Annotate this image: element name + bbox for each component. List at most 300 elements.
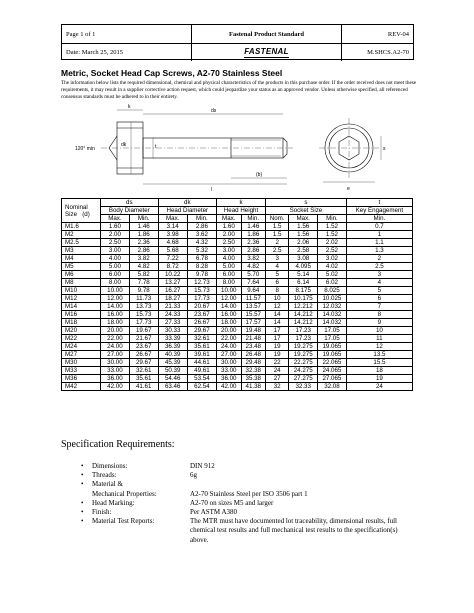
table-cell: 62.54 [187,383,216,391]
table-cell: 19 [266,351,289,359]
table-cell: 10 [346,327,412,335]
label-ds: ds [211,108,217,114]
table-cell: 12.00 [217,295,242,303]
intro-paragraph: The information below lists the required dimensional, chemical and physical characteristics of the products in this purchase order. If the order received does not meet these requirements, it may result in a supplier corrective action request, which could jeopardize your status as an approved vendor. Unless otherwise specified, all referenced consensus standards must be adhered to in their entirety. [61,80,417,100]
table-cell: 2.86 [241,247,266,255]
table-cell: 2.06 [289,239,318,247]
table-cell: 4.82 [129,263,158,271]
table-row [62,351,413,359]
table-cell: 1.52 [318,231,347,239]
table-cell: 1.5 [266,231,289,239]
table-cell: 42.00 [101,383,130,391]
table-cell: 3.00 [101,247,130,255]
nominal-size-cell: M5 [62,263,101,271]
table-cell: 21.67 [129,335,158,343]
table-cell: 15.57 [241,311,266,319]
table-cell: 7.22 [158,255,187,263]
nominal-size-cell: M14 [62,303,101,311]
table-cell: 2.50 [101,239,130,247]
sub-header: Min. [318,215,347,223]
nominal-size-cell: M1.6 [62,223,101,231]
label-l: l [211,187,213,193]
table-cell: 41.38 [241,383,266,391]
table-row [62,263,413,271]
table-cell: 27.00 [217,351,242,359]
table-cell: 1.56 [289,223,318,231]
table-cell: 1.60 [101,223,130,231]
table-cell: 12 [346,343,412,351]
table-cell: 41.61 [129,383,158,391]
table-cell: 5.00 [217,263,242,271]
table-cell: 6.02 [318,279,347,287]
bullet-icon: • [81,462,84,470]
table-cell: 19.275 [289,343,318,351]
table-cell: 5 [346,287,412,295]
table-row [62,343,413,351]
symbol-row [62,199,413,207]
group-socket-size: Socket Size [266,207,347,215]
table-cell: 14.212 [289,319,318,327]
table-cell: 1 [346,231,412,239]
table-cell: 44.61 [187,359,216,367]
table-cell: 4.00 [217,255,242,263]
nominal-size-cell: M27 [62,351,101,359]
table-cell: 3 [346,271,412,279]
table-cell: 9.78 [187,271,216,279]
dimension-table [61,198,413,391]
table-cell: 22.00 [101,335,130,343]
label-dk: dk [121,142,127,148]
table-cell: 18.00 [217,319,242,327]
table-cell: 1.52 [318,223,347,231]
table-cell: 5 [266,271,289,279]
group-head-diameter: Head Diameter [158,207,216,215]
table-row [62,247,413,255]
table-cell: 24.33 [158,311,187,319]
fastenal-logo [192,44,342,61]
header-row-top [62,25,413,43]
table-cell: 1.86 [129,231,158,239]
table-cell: 4.82 [241,263,266,271]
table-cell: 2.36 [129,239,158,247]
requirement-item [81,471,410,480]
table-cell: 17.57 [241,319,266,327]
table-cell: 27.065 [318,375,347,383]
table-cell: 8.175 [289,287,318,295]
requirement-item [81,499,410,508]
nominal-size-cell: M33 [62,367,101,375]
table-cell: 2 [346,255,412,263]
table-cell: 6.14 [289,279,318,287]
nominal-size-cell: M10 [62,287,101,295]
sym-k: k [217,199,266,207]
nominal-size-cell: M22 [62,335,101,343]
requirement-item [81,480,410,489]
sub-header: Min. [241,215,266,223]
table-cell: 17.73 [129,319,158,327]
table-cell: 10.175 [289,295,318,303]
table-cell: 11 [346,335,412,343]
table-cell: 14.032 [318,319,347,327]
table-cell: 2.52 [318,247,347,255]
table-cell: 35.38 [241,375,266,383]
table-cell: 14.00 [217,303,242,311]
table-row [62,295,413,303]
table-cell: 26.48 [241,351,266,359]
nominal-size-cell: M16 [62,311,101,319]
nominal-size-cell: M2.5 [62,239,101,247]
table-cell: 2.5 [346,263,412,271]
nominal-size-cell: M18 [62,319,101,327]
table-row [62,311,413,319]
table-row [62,239,413,247]
sub-header: Min. [129,215,158,223]
table-cell: 13.27 [158,279,187,287]
table-cell: 42.00 [217,383,242,391]
table-cell: 12 [266,303,289,311]
table-cell: 32.08 [318,383,347,391]
table-cell: 2.02 [318,239,347,247]
table-cell: 29.67 [187,327,216,335]
table-cell: 23.48 [241,343,266,351]
standard-title: Fastenal Product Standard [192,25,342,43]
table-row [62,255,413,263]
label-e: e [347,186,350,192]
table-cell: 14.00 [101,303,130,311]
table-cell: 8.00 [101,279,130,287]
label-b: (b) [256,172,263,178]
sub-header: Max. [158,215,187,223]
table-cell: 9.64 [241,287,266,295]
table-cell: 13.5 [346,351,412,359]
nominal-size-cell: M6 [62,271,101,279]
table-cell: 14 [266,319,289,327]
table-cell: 32.38 [241,367,266,375]
table-cell: 19.065 [318,351,347,359]
table-cell: 18.27 [158,295,187,303]
table-cell: 45.39 [158,359,187,367]
table-row [62,223,413,231]
table-cell: 6.00 [101,271,130,279]
table-cell: 27.275 [289,375,318,383]
table-cell: 32.61 [129,367,158,375]
bullet-icon: • [81,517,84,526]
requirement-value: The MTR must have documented lot traceability, dimensional results, full chemical test results and full mechanical test results to the specification(s) above. [190,517,398,544]
table-cell: 17.73 [187,295,216,303]
group-key-engagement: Key Engagement [346,207,412,215]
table-cell: 16.00 [101,311,130,319]
table-cell: 53.54 [187,375,216,383]
requirement-item [81,490,410,499]
table-cell: 2.36 [241,239,266,247]
table-row [62,231,413,239]
table-cell: 8.00 [217,279,242,287]
table-cell: 17.23 [289,327,318,335]
table-cell: 12.00 [101,295,130,303]
label-angle: 120° min [75,146,95,152]
requirement-value [190,480,410,489]
document-id: M.SHCS.A2-70 [367,49,409,56]
bullet-icon: • [81,471,84,480]
table-cell: 15.5 [346,359,412,367]
table-cell: 36.00 [101,375,130,383]
table-cell: 18.00 [101,319,130,327]
table-cell: 3.62 [187,231,216,239]
table-cell: 23.67 [129,343,158,351]
table-cell: 1.86 [241,231,266,239]
table-cell: 54.46 [158,375,187,383]
table-cell: 50.39 [158,367,187,375]
table-cell: 24.275 [289,367,318,375]
table-cell: 1.46 [129,223,158,231]
table-cell: 8 [346,311,412,319]
document-date: Date: March 25, 2015 [62,44,192,61]
table-cell: 17 [266,327,289,335]
table-cell: 7 [346,303,412,311]
bullet-icon [81,490,92,499]
requirement-item [81,462,410,471]
nominal-size-cell: M42 [62,383,101,391]
table-cell: 17 [266,335,289,343]
sym-dk: dk [158,199,216,207]
requirement-item [81,517,410,545]
sym-ds: ds [101,199,159,207]
table-cell: 24.065 [318,367,347,375]
table-cell: 10 [266,295,289,303]
table-cell: 1.5 [266,223,289,231]
table-cell: 4 [346,279,412,287]
requirement-value: Per ASTM A380 [190,508,238,517]
table-cell: 8 [266,287,289,295]
table-cell: 5.32 [187,247,216,255]
table-row [62,279,413,287]
table-cell: 10.00 [101,287,130,295]
table-cell: 10.22 [158,271,187,279]
table-cell: 49.61 [187,367,216,375]
table-cell: 6.00 [217,271,242,279]
table-cell: 10.00 [217,287,242,295]
table-cell: 39.61 [187,351,216,359]
table-cell: 7.78 [129,279,158,287]
requirement-value: A2-70 Stainless Steel per ISO 3506 part 1 [190,489,308,498]
table-cell: 33.39 [158,335,187,343]
table-cell: 3.02 [318,255,347,263]
table-cell: 8.72 [158,263,187,271]
table-cell: 33.00 [217,367,242,375]
requirement-label: Mechanical Properties: [92,489,157,498]
nominal-size-cell: M4 [62,255,101,263]
table-cell: 6 [266,279,289,287]
nominal-size-header: Nominal Size (d) [62,199,101,223]
table-cell: 2.58 [289,247,318,255]
requirement-label: Dimensions: [92,462,128,470]
table-cell: 3.98 [158,231,187,239]
nominal-size-cell: M3 [62,247,101,255]
revision: REV-04 [387,30,409,38]
table-cell: 2.86 [187,223,216,231]
sub-header: Max. [289,215,318,223]
table-cell: 19.275 [289,351,318,359]
table-cell: 35.61 [129,375,158,383]
table-cell: 7.64 [241,279,266,287]
table-cell: 22.00 [217,335,242,343]
requirement-value: 6g [190,471,197,480]
table-cell: 5.82 [129,271,158,279]
logo-text: FASTENAL [244,47,289,56]
table-cell: 14.032 [318,311,347,319]
label-t: t [155,144,157,150]
table-cell: 30.33 [158,327,187,335]
table-cell: 3.82 [241,255,266,263]
table-cell: 30.00 [217,359,242,367]
table-cell: 24 [346,383,412,391]
sub-header: Nom. [266,215,289,223]
table-row [62,319,413,327]
table-cell: 19.67 [129,327,158,335]
requirement-label: Head Marking: [92,498,135,507]
table-cell: 40.39 [158,351,187,359]
requirements-list [81,462,410,545]
table-cell: 8.28 [187,263,216,271]
requirement-label: Threads: [92,471,117,480]
table-cell: 9.78 [129,287,158,295]
table-cell: 4.32 [187,239,216,247]
table-cell: 4.095 [289,263,318,271]
table-cell: 12.212 [289,303,318,311]
table-cell: 6 [346,295,412,303]
table-cell: 23.67 [187,311,216,319]
table-cell: 0.7 [346,223,412,231]
table-cell: 27 [266,375,289,383]
nominal-size-cell: M12 [62,295,101,303]
sym-s: s [266,199,347,207]
table-cell: 11.73 [129,295,158,303]
requirement-value: A2-70 on sizes M5 and larger [190,498,274,507]
label-s: s [383,146,386,152]
table-cell: 8.025 [318,287,347,295]
table-cell: 20.67 [187,303,216,311]
requirement-item [81,508,410,517]
table-cell: 17.05 [318,327,347,335]
table-cell: 12.73 [187,279,216,287]
table-cell: 18 [346,367,412,375]
page-number: Page 1 of 1 [62,25,192,43]
table-cell: 21.33 [158,303,187,311]
table-cell: 19 [266,343,289,351]
table-cell: 26.67 [187,319,216,327]
table-cell: 27.33 [158,319,187,327]
table-cell: 20.00 [217,327,242,335]
table-cell: 1.3 [346,247,412,255]
table-cell: 36.00 [217,375,242,383]
nominal-size-cell: M36 [62,375,101,383]
table-cell: 13.73 [129,303,158,311]
table-cell: 3.08 [289,255,318,263]
table-cell: 35.61 [187,343,216,351]
nominal-size-cell: M2 [62,231,101,239]
table-cell: 15.73 [129,311,158,319]
table-cell: 10.025 [318,295,347,303]
table-cell: 4 [266,263,289,271]
table-row [62,303,413,311]
table-row [62,335,413,343]
table-cell: 4.00 [101,255,130,263]
table-cell: 22.065 [318,359,347,367]
requirement-label: Material Test Reports: [92,517,155,526]
sub-header: Min. [346,215,412,223]
table-cell: 15.73 [187,287,216,295]
table-cell: 3.14 [158,223,187,231]
table-cell: 32 [266,383,289,391]
table-row [62,271,413,279]
requirement-label: Finish: [92,508,112,517]
table-cell: 32.61 [187,335,216,343]
header-row-bottom [62,43,413,61]
table-cell: 9 [346,319,412,327]
bullet-icon: • [81,480,84,489]
table-cell: 5.00 [101,263,130,271]
table-cell: 5.02 [318,271,347,279]
header-box [61,24,414,60]
sub-header-row [62,215,413,223]
spec-requirements-title: Specification Requirements: [61,439,175,450]
table-cell: 24.00 [217,343,242,351]
table-cell: 36.39 [158,343,187,351]
table-cell: 11.57 [241,295,266,303]
table-cell: 5.70 [241,271,266,279]
nominal-size-cell: M8 [62,279,101,287]
table-cell: 1.46 [241,223,266,231]
table-row [62,327,413,335]
sym-t: t [346,199,412,207]
table-cell: 16.00 [217,311,242,319]
table-cell: 27.00 [101,351,130,359]
requirement-value: DIN 912 [190,462,215,470]
nominal-size-cell: M24 [62,343,101,351]
table-row [62,287,413,295]
table-cell: 20.00 [101,327,130,335]
sub-header: Max. [101,215,130,223]
sub-header: Min. [187,215,216,223]
nominal-size-cell: M20 [62,327,101,335]
nominal-size-cell: M30 [62,359,101,367]
table-cell: 19 [346,375,412,383]
table-cell: 5.68 [158,247,187,255]
table-cell: 16.27 [158,287,187,295]
table-cell: 33.00 [101,367,130,375]
table-cell: 29.48 [241,359,266,367]
bullet-icon: • [81,508,84,517]
table-cell: 1.1 [346,239,412,247]
table-cell: 24 [266,367,289,375]
table-cell: 13.57 [241,303,266,311]
table-cell: 14 [266,311,289,319]
table-cell: 4.02 [318,263,347,271]
table-cell: 2.86 [129,247,158,255]
table-cell: 3 [266,255,289,263]
table-row [62,383,413,391]
table-cell: 63.46 [158,383,187,391]
table-cell: 1.60 [217,223,242,231]
table-cell: 4.68 [158,239,187,247]
table-cell: 17.05 [318,335,347,343]
table-cell: 14.212 [289,311,318,319]
table-cell: 2.00 [101,231,130,239]
table-cell: 2.5 [266,247,289,255]
group-body-diameter: Body Diameter [101,207,159,215]
table-cell: 29.67 [129,359,158,367]
table-cell: 22.275 [289,359,318,367]
